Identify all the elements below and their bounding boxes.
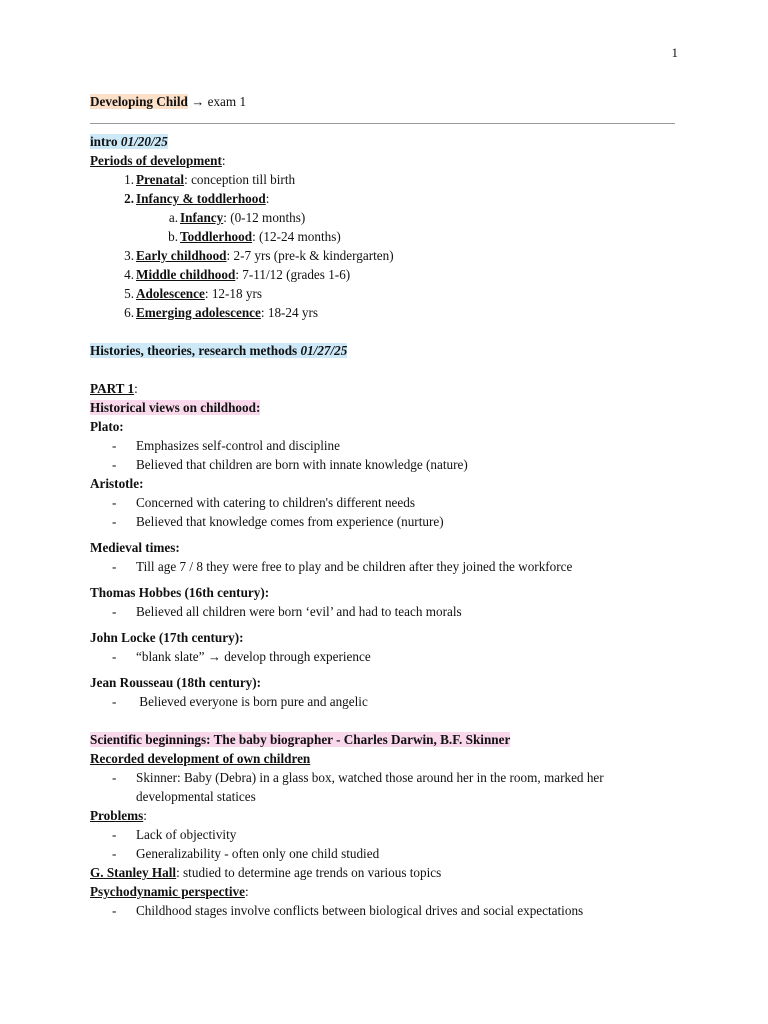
periods-heading: Periods of development: [90,153,226,168]
doc-title: Developing Child [90,94,188,109]
locke-heading: John Locke (17th century): [90,630,244,645]
list-item: b. Toddlerhood: (12-24 months) [168,229,341,244]
historical-heading: Historical views on childhood: [90,400,261,415]
list-item: 4. Middle childhood: 7-11/12 (grades 1-6) [124,267,351,282]
list-item: - Childhood stages involve conflicts between biological drives and social expectations [112,903,584,918]
list-item: - Believed everyone is born pure and angelic [112,694,368,709]
list-item: - Emphasizes self-control and discipline [112,438,340,453]
list-item: 6. Emerging adolescence: 18-24 yrs [124,305,319,320]
doc-title-line [90,92,680,111]
part-heading: PART 1: [90,381,138,396]
psychodynamic-heading: Psychodynamic perspective: [90,884,249,899]
section-heading: Histories, theories, research methods 01/27/25 [90,343,348,358]
medieval-heading: Medieval times: [90,540,180,555]
list-item: - Concerned with catering to children's different needs [112,495,415,510]
aristotle-heading: Aristotle: [90,476,144,491]
document-body [90,92,680,920]
problems-heading: Problems: [90,808,147,823]
horizontal-rule [90,123,675,124]
rousseau-heading: Jean Rousseau (18th century): [90,675,262,690]
list-item: - Skinner: Baby (Debra) in a glass box, watched those around her in the room, marked her developmental statices [112,770,604,804]
recorded-heading: Recorded development of own children [90,751,311,766]
list-item: a. Infancy: (0-12 months) [168,210,306,225]
doc-title-suffix: → exam 1 [187,94,247,109]
scientific-heading: Scientific beginnings: The baby biographer - Charles Darwin, B.F. Skinner [90,732,511,747]
list-item: - “blank slate” → develop through experience [112,649,371,664]
list-item: - Generalizability - often only one child studied [112,846,380,861]
list-item: - Believed that children are born with innate knowledge (nature) [112,457,468,472]
page-number: 1 [671,45,678,60]
list-item: - Believed that knowledge comes from experience (nurture) [112,514,444,529]
plato-heading: Plato: [90,419,124,434]
list-item: 1. Prenatal: conception till birth [124,172,296,187]
list-item: - Believed all children were born ‘evil’ and had to teach morals [112,604,462,619]
list-item: - Till age 7 / 8 they were free to play and be children after they joined the workforce [112,559,573,574]
list-item: 3. Early childhood: 2-7 yrs (pre-k & kindergarten) [124,248,394,263]
hall-line: G. Stanley Hall: studied to determine age trends on various topics [90,865,442,880]
hobbes-heading: Thomas Hobbes (16th century): [90,585,270,600]
list-item: 5. Adolescence: 12-18 yrs [124,286,263,301]
list-item: - Lack of objectivity [112,827,237,842]
intro-heading: intro 01/20/25 [90,134,168,149]
list-item: 2. Infancy & toddlerhood: [124,191,270,206]
